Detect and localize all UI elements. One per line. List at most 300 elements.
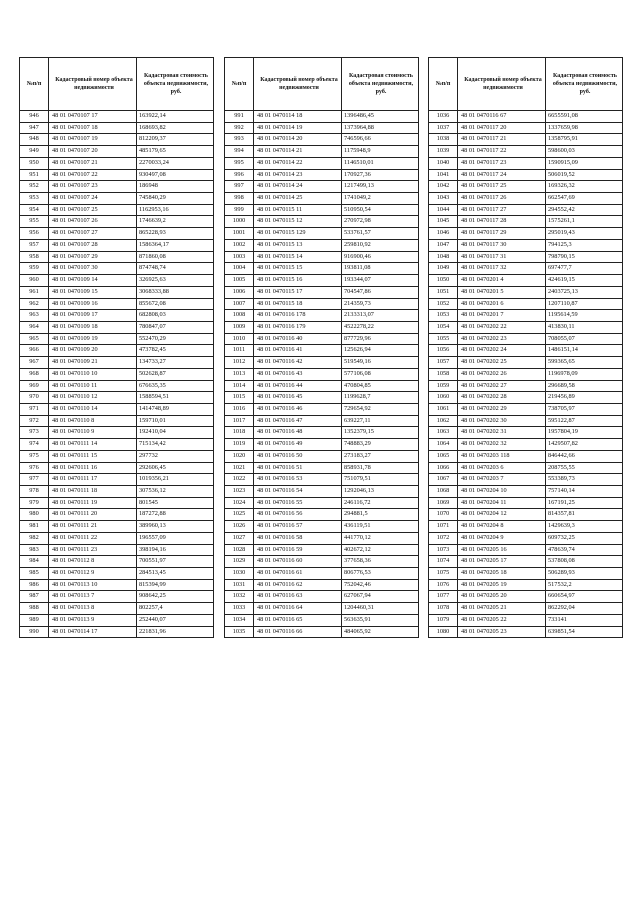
table-row — [429, 380, 623, 392]
cell-row-number: 1069 — [429, 497, 458, 509]
cell-row-number: 948 — [20, 134, 49, 146]
cell-cadastral-cost: 473782,45 — [137, 345, 214, 357]
table-row — [20, 146, 214, 158]
cell-row-number: 1006 — [225, 286, 254, 298]
cell-cadastral-number: 48 01 0470114 20 — [254, 134, 342, 146]
cell-cadastral-number: 48 01 0470112 8 — [49, 556, 137, 568]
header-cadastral-number: Кадастровый номер объекта недвижимости — [458, 58, 546, 111]
cell-row-number: 997 — [225, 181, 254, 193]
cell-row-number: 1027 — [225, 532, 254, 544]
cell-cadastral-number: 48 01 0470109 14 — [49, 275, 137, 287]
cell-row-number: 1019 — [225, 439, 254, 451]
header-num: №п/п — [225, 58, 254, 111]
cell-cadastral-number: 48 01 0470205 19 — [458, 579, 546, 591]
cell-cadastral-number: 48 01 0470116 61 — [254, 568, 342, 580]
cell-row-number: 1030 — [225, 568, 254, 580]
cell-row-number: 979 — [20, 497, 49, 509]
cell-row-number: 1026 — [225, 521, 254, 533]
cell-cadastral-number: 48 01 0470116 53 — [254, 474, 342, 486]
table-row — [225, 357, 419, 369]
cell-cadastral-cost: 639227,11 — [342, 415, 419, 427]
cell-row-number: 1037 — [429, 122, 458, 134]
table-row — [225, 286, 419, 298]
cell-row-number: 1054 — [429, 321, 458, 333]
cell-row-number: 1076 — [429, 579, 458, 591]
table-row — [429, 228, 623, 240]
cell-row-number: 1059 — [429, 380, 458, 392]
cell-cadastral-number: 48 01 0470116 67 — [458, 111, 546, 123]
cell-cadastral-cost: 186948 — [137, 181, 214, 193]
cell-cadastral-cost: 1175948,9 — [342, 146, 419, 158]
cell-cadastral-number: 48 01 0470204 12 — [458, 509, 546, 521]
cell-cadastral-number: 48 01 0470205 21 — [458, 603, 546, 615]
cell-cadastral-cost: 6655591,08 — [546, 111, 623, 123]
table-row — [20, 204, 214, 216]
cell-cadastral-cost: 700551,97 — [137, 556, 214, 568]
cell-cadastral-number: 48 01 0470205 20 — [458, 591, 546, 603]
table-row — [20, 193, 214, 205]
cell-cadastral-number: 48 01 0470202 23 — [458, 333, 546, 345]
cell-cadastral-cost: 812209,37 — [137, 134, 214, 146]
table-body — [225, 111, 419, 638]
table-row — [20, 603, 214, 615]
cell-cadastral-number: 48 01 0470110 8 — [49, 415, 137, 427]
cell-row-number: 953 — [20, 193, 49, 205]
cell-row-number: 1046 — [429, 228, 458, 240]
cell-row-number: 976 — [20, 462, 49, 474]
cell-cadastral-cost: 1414748,89 — [137, 403, 214, 415]
table-row — [225, 181, 419, 193]
cell-cadastral-number: 48 01 0470201 6 — [458, 298, 546, 310]
cell-cadastral-number: 48 01 0470116 42 — [254, 357, 342, 369]
cell-cadastral-number: 48 01 0470117 23 — [458, 157, 546, 169]
cell-row-number: 1036 — [429, 111, 458, 123]
cell-cadastral-cost: 1207110,87 — [546, 298, 623, 310]
cell-row-number: 986 — [20, 579, 49, 591]
cell-row-number: 994 — [225, 146, 254, 158]
cell-cadastral-cost: 738705,97 — [546, 403, 623, 415]
table-row — [20, 122, 214, 134]
cell-cadastral-cost: 697477,7 — [546, 263, 623, 275]
cell-cadastral-number: 48 01 0470109 15 — [49, 286, 137, 298]
cell-cadastral-cost: 577106,08 — [342, 368, 419, 380]
cell-cadastral-number: 48 01 0470111 23 — [49, 544, 137, 556]
cell-cadastral-cost: 377658,36 — [342, 556, 419, 568]
cell-cadastral-cost: 802257,4 — [137, 603, 214, 615]
table-row — [429, 251, 623, 263]
cell-row-number: 1061 — [429, 403, 458, 415]
cell-cadastral-number: 48 01 0470117 32 — [458, 263, 546, 275]
cell-row-number: 1052 — [429, 298, 458, 310]
cell-cadastral-cost: 552470,29 — [137, 333, 214, 345]
table-row — [429, 521, 623, 533]
cell-row-number: 1024 — [225, 497, 254, 509]
cell-cadastral-cost: 729654,92 — [342, 403, 419, 415]
table-row — [20, 568, 214, 580]
cell-row-number: 972 — [20, 415, 49, 427]
cell-cadastral-cost: 169326,32 — [546, 181, 623, 193]
cell-row-number: 1021 — [225, 462, 254, 474]
cell-cadastral-cost: 1957804,19 — [546, 427, 623, 439]
cell-row-number: 962 — [20, 298, 49, 310]
cell-row-number: 954 — [20, 204, 49, 216]
table-row — [20, 380, 214, 392]
cell-row-number: 1048 — [429, 251, 458, 263]
cell-cadastral-number: 48 01 0470114 24 — [254, 181, 342, 193]
cell-cadastral-cost: 398194,16 — [137, 544, 214, 556]
cell-row-number: 949 — [20, 146, 49, 158]
table-row — [225, 486, 419, 498]
table-row — [429, 169, 623, 181]
cell-cadastral-cost: 519549,16 — [342, 357, 419, 369]
cell-row-number: 971 — [20, 403, 49, 415]
cell-cadastral-cost: 506019,52 — [546, 169, 623, 181]
table-row — [429, 286, 623, 298]
cell-cadastral-cost: 1588594,51 — [137, 392, 214, 404]
registry-table-3 — [428, 57, 623, 638]
cell-row-number: 969 — [20, 380, 49, 392]
cell-cadastral-cost: 484065,92 — [342, 626, 419, 638]
cell-cadastral-cost: 219456,89 — [546, 392, 623, 404]
table-row — [20, 626, 214, 638]
cell-row-number: 1078 — [429, 603, 458, 615]
cell-row-number: 1049 — [429, 263, 458, 275]
cell-cadastral-cost: 506289,93 — [546, 568, 623, 580]
cell-cadastral-number: 48 01 0470117 31 — [458, 251, 546, 263]
cell-cadastral-cost: 424619,15 — [546, 275, 623, 287]
table-row — [20, 157, 214, 169]
table-row — [429, 146, 623, 158]
cell-cadastral-number: 48 01 0470116 51 — [254, 462, 342, 474]
table-row — [429, 450, 623, 462]
cell-cadastral-cost: 273183,27 — [342, 450, 419, 462]
cell-row-number: 996 — [225, 169, 254, 181]
cell-cadastral-cost: 208755,55 — [546, 462, 623, 474]
table-row — [225, 415, 419, 427]
table-row — [225, 146, 419, 158]
table-row — [20, 486, 214, 498]
table-row — [429, 626, 623, 638]
cell-cadastral-number: 48 01 0470116 43 — [254, 368, 342, 380]
cell-row-number: 1007 — [225, 298, 254, 310]
cell-cadastral-cost: 4522278,22 — [342, 321, 419, 333]
cell-row-number: 980 — [20, 509, 49, 521]
cell-cadastral-number: 48 01 0470113 7 — [49, 591, 137, 603]
table-row — [225, 321, 419, 333]
table-row — [20, 251, 214, 263]
table-row — [429, 368, 623, 380]
cell-cadastral-number: 48 01 0470117 24 — [458, 169, 546, 181]
cell-cadastral-cost: 1396486,45 — [342, 111, 419, 123]
table-row — [429, 614, 623, 626]
cell-cadastral-cost: 168693,82 — [137, 122, 214, 134]
table-row — [20, 310, 214, 322]
cell-cadastral-cost: 1337659,98 — [546, 122, 623, 134]
table-row — [225, 392, 419, 404]
cell-row-number: 1005 — [225, 275, 254, 287]
cell-cadastral-cost: 865228,93 — [137, 228, 214, 240]
cell-cadastral-cost: 193811,08 — [342, 263, 419, 275]
cell-cadastral-cost: 170927,36 — [342, 169, 419, 181]
cell-row-number: 1070 — [429, 509, 458, 521]
table-row — [20, 544, 214, 556]
table-row — [225, 497, 419, 509]
cell-cadastral-number: 48 01 0470111 19 — [49, 497, 137, 509]
table-body — [20, 111, 214, 638]
cell-cadastral-number: 48 01 0470111 15 — [49, 450, 137, 462]
table-row — [225, 403, 419, 415]
cell-cadastral-number: 48 01 0470202 32 — [458, 439, 546, 451]
cell-cadastral-cost: 627067,94 — [342, 591, 419, 603]
cell-cadastral-number: 48 01 0470113 10 — [49, 579, 137, 591]
cell-cadastral-cost: 1590915,09 — [546, 157, 623, 169]
cell-cadastral-number: 48 01 0470116 64 — [254, 603, 342, 615]
cell-cadastral-cost: 733141 — [546, 614, 623, 626]
cell-row-number: 950 — [20, 157, 49, 169]
cell-cadastral-cost: 167191,25 — [546, 497, 623, 509]
cell-cadastral-number: 48 01 0470113 8 — [49, 603, 137, 615]
table-row — [429, 345, 623, 357]
cell-row-number: 1032 — [225, 591, 254, 603]
cell-row-number: 1071 — [429, 521, 458, 533]
cell-row-number: 1074 — [429, 556, 458, 568]
cell-cadastral-number: 48 01 0470109 18 — [49, 321, 137, 333]
header-cadastral-cost: Кадастровая стоимость объекта недвижимости, руб. — [546, 58, 623, 111]
cell-row-number: 1047 — [429, 239, 458, 251]
table-row — [20, 169, 214, 181]
cell-cadastral-number: 48 01 0470107 19 — [49, 134, 137, 146]
table-row — [20, 579, 214, 591]
table-row — [225, 368, 419, 380]
table-row — [20, 439, 214, 451]
cell-row-number: 1068 — [429, 486, 458, 498]
cell-row-number: 964 — [20, 321, 49, 333]
cell-cadastral-cost: 780847,07 — [137, 321, 214, 333]
cell-row-number: 1015 — [225, 392, 254, 404]
cell-cadastral-number: 48 01 0470116 49 — [254, 439, 342, 451]
cell-cadastral-cost: 436119,51 — [342, 521, 419, 533]
cell-cadastral-cost: 221831,96 — [137, 626, 214, 638]
cell-cadastral-number: 48 01 0470115 17 — [254, 286, 342, 298]
cell-row-number: 1003 — [225, 251, 254, 263]
table-body — [429, 111, 623, 638]
cell-cadastral-cost: 682808,03 — [137, 310, 214, 322]
cell-row-number: 947 — [20, 122, 49, 134]
table-row — [225, 193, 419, 205]
table-row — [225, 427, 419, 439]
cell-cadastral-number: 48 01 0470203 6 — [458, 462, 546, 474]
table-row — [225, 169, 419, 181]
cell-row-number: 1034 — [225, 614, 254, 626]
cell-row-number: 956 — [20, 228, 49, 240]
cell-cadastral-number: 48 01 0470107 22 — [49, 169, 137, 181]
table-row — [225, 122, 419, 134]
cell-row-number: 1023 — [225, 486, 254, 498]
cell-cadastral-cost: 292606,45 — [137, 462, 214, 474]
cell-cadastral-cost: 294552,42 — [546, 204, 623, 216]
table-row — [20, 427, 214, 439]
table-row — [225, 380, 419, 392]
cell-row-number: 1033 — [225, 603, 254, 615]
cell-row-number: 983 — [20, 544, 49, 556]
cell-cadastral-cost: 259810,92 — [342, 239, 419, 251]
table-row — [225, 603, 419, 615]
cell-cadastral-cost: 1292046,13 — [342, 486, 419, 498]
table-row — [225, 626, 419, 638]
cell-row-number: 1041 — [429, 169, 458, 181]
table-row — [429, 556, 623, 568]
table-row — [429, 544, 623, 556]
cell-cadastral-cost: 159710,01 — [137, 415, 214, 427]
cell-cadastral-number: 48 01 0470201 7 — [458, 310, 546, 322]
table-row — [20, 392, 214, 404]
cell-cadastral-cost: 874748,74 — [137, 263, 214, 275]
cell-row-number: 988 — [20, 603, 49, 615]
cell-cadastral-number: 48 01 0470204 10 — [458, 486, 546, 498]
cell-row-number: 1043 — [429, 193, 458, 205]
cell-cadastral-number: 48 01 0470201 4 — [458, 275, 546, 287]
table-row — [20, 228, 214, 240]
cell-cadastral-cost: 2270033,24 — [137, 157, 214, 169]
table-row — [429, 532, 623, 544]
table-row — [225, 204, 419, 216]
cell-cadastral-cost: 801545 — [137, 497, 214, 509]
cell-cadastral-cost: 862292,04 — [546, 603, 623, 615]
cell-row-number: 989 — [20, 614, 49, 626]
cell-cadastral-cost: 187272,88 — [137, 509, 214, 521]
cell-row-number: 1009 — [225, 321, 254, 333]
cell-cadastral-number: 48 01 0470117 29 — [458, 228, 546, 240]
table-row — [429, 403, 623, 415]
cell-cadastral-cost: 751079,51 — [342, 474, 419, 486]
table-row — [225, 275, 419, 287]
table-row — [225, 216, 419, 228]
cell-cadastral-cost: 708055,07 — [546, 333, 623, 345]
table-row — [20, 181, 214, 193]
table-row — [225, 544, 419, 556]
cell-cadastral-number: 48 01 0470205 18 — [458, 568, 546, 580]
cell-row-number: 960 — [20, 275, 49, 287]
cell-cadastral-number: 48 01 0470202 30 — [458, 415, 546, 427]
table-row — [20, 591, 214, 603]
cell-row-number: 1063 — [429, 427, 458, 439]
cell-cadastral-number: 48 01 0470107 23 — [49, 181, 137, 193]
header-num: №п/п — [429, 58, 458, 111]
cell-row-number: 1053 — [429, 310, 458, 322]
cell-row-number: 955 — [20, 216, 49, 228]
cell-row-number: 993 — [225, 134, 254, 146]
cell-cadastral-number: 48 01 0470205 17 — [458, 556, 546, 568]
cell-row-number: 958 — [20, 251, 49, 263]
table-row — [225, 298, 419, 310]
table-row — [429, 474, 623, 486]
table-row — [429, 392, 623, 404]
table-row — [429, 603, 623, 615]
table-row — [429, 568, 623, 580]
cell-cadastral-number: 48 01 0470116 40 — [254, 333, 342, 345]
cell-cadastral-number: 48 01 0470114 19 — [254, 122, 342, 134]
cell-row-number: 1029 — [225, 556, 254, 568]
table-row — [429, 111, 623, 123]
table-row — [225, 556, 419, 568]
cell-cadastral-number: 48 01 0470114 23 — [254, 169, 342, 181]
table-row — [20, 111, 214, 123]
table-row — [429, 497, 623, 509]
cell-row-number: 1040 — [429, 157, 458, 169]
table-row — [20, 368, 214, 380]
cell-cadastral-cost: 517532,2 — [546, 579, 623, 591]
table-row — [429, 157, 623, 169]
header-cadastral-cost: Кадастровая стоимость объекта недвижимости, руб. — [342, 58, 419, 111]
cell-cadastral-number: 48 01 0470116 45 — [254, 392, 342, 404]
table-row — [225, 345, 419, 357]
cell-row-number: 1035 — [225, 626, 254, 638]
cell-cadastral-number: 48 01 0470112 9 — [49, 568, 137, 580]
table-row — [20, 134, 214, 146]
cell-cadastral-cost: 246116,72 — [342, 497, 419, 509]
cell-row-number: 952 — [20, 181, 49, 193]
cell-cadastral-number: 48 01 0470114 18 — [254, 111, 342, 123]
cell-cadastral-number: 48 01 0470109 19 — [49, 333, 137, 345]
cell-row-number: 970 — [20, 392, 49, 404]
table-row — [20, 497, 214, 509]
cell-row-number: 1075 — [429, 568, 458, 580]
cell-cadastral-number: 48 01 0470117 25 — [458, 181, 546, 193]
cell-cadastral-number: 48 01 0470116 46 — [254, 403, 342, 415]
cell-row-number: 966 — [20, 345, 49, 357]
cell-cadastral-number: 48 01 0470204 9 — [458, 532, 546, 544]
cell-cadastral-cost: 752042,46 — [342, 579, 419, 591]
cell-cadastral-cost: 502628,87 — [137, 368, 214, 380]
table-row — [20, 345, 214, 357]
cell-cadastral-cost: 660654,97 — [546, 591, 623, 603]
cell-row-number: 1060 — [429, 392, 458, 404]
cell-cadastral-number: 48 01 0470107 20 — [49, 146, 137, 158]
table-row — [20, 286, 214, 298]
table-row — [429, 310, 623, 322]
cell-cadastral-cost: 214359,73 — [342, 298, 419, 310]
cell-cadastral-cost: 563635,91 — [342, 614, 419, 626]
cell-cadastral-number: 48 01 0470116 57 — [254, 521, 342, 533]
cell-cadastral-number: 48 01 0470117 28 — [458, 216, 546, 228]
cell-cadastral-cost: 599365,65 — [546, 357, 623, 369]
table-row — [20, 263, 214, 275]
cell-cadastral-number: 48 01 0470117 20 — [458, 122, 546, 134]
table-header — [429, 58, 623, 111]
table-row — [20, 216, 214, 228]
table-row — [225, 263, 419, 275]
cell-row-number: 1017 — [225, 415, 254, 427]
cell-cadastral-number: 48 01 0470111 22 — [49, 532, 137, 544]
cell-cadastral-number: 48 01 0470116 41 — [254, 345, 342, 357]
table-row — [225, 439, 419, 451]
cell-cadastral-cost: 748883,29 — [342, 439, 419, 451]
cell-row-number: 1020 — [225, 450, 254, 462]
registry-table-1 — [19, 57, 214, 638]
cell-cadastral-number: 48 01 0470107 25 — [49, 204, 137, 216]
cell-row-number: 965 — [20, 333, 49, 345]
table-row — [225, 521, 419, 533]
cell-cadastral-cost: 745840,29 — [137, 193, 214, 205]
cell-row-number: 975 — [20, 450, 49, 462]
table-row — [225, 509, 419, 521]
cell-cadastral-cost: 1146510,01 — [342, 157, 419, 169]
cell-row-number: 1012 — [225, 357, 254, 369]
cell-cadastral-number: 48 01 0470116 58 — [254, 532, 342, 544]
cell-cadastral-cost: 510950,54 — [342, 204, 419, 216]
registry-table-2 — [224, 57, 419, 638]
cell-row-number: 987 — [20, 591, 49, 603]
